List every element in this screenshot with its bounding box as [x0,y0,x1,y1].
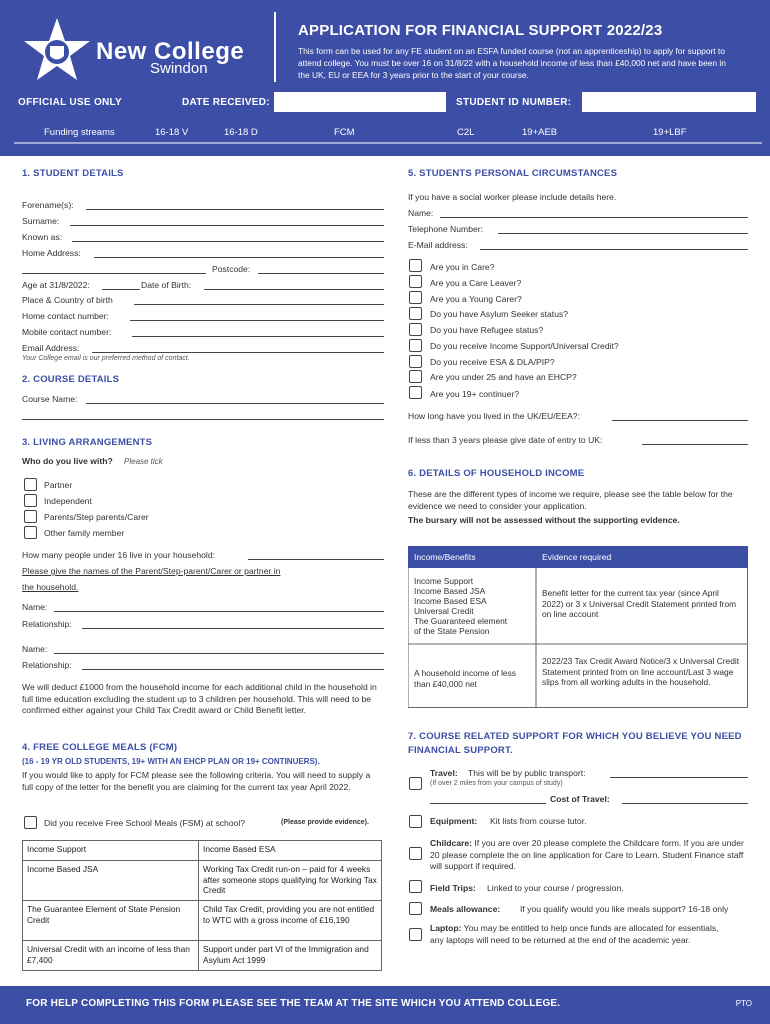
table-row [23,861,382,901]
college-logo-star-icon [22,16,92,86]
income-type: A household income of less than £40,000 net [414,668,516,689]
other-family-checkbox[interactable] [24,526,37,539]
email-note: Your College email is our preferred method of contact. [22,355,190,362]
other-family-label: Other family member [44,528,125,538]
evidence-text: 2022/23 Tax Credit Award Notice/3 x Universal Credit Statement printed from on line account/Last 3 wage slips from all working adults in the household. [542,656,740,687]
income-column-header: Income/Benefits [414,552,476,562]
laptop-checkbox[interactable] [409,928,422,941]
help-text: FOR HELP COMPLETING THIS FORM PLEASE SEE THE TEAM AT THE SITE WHICH YOU ATTEND COLLEGE. [26,998,561,1009]
cost-of-travel-field[interactable] [622,803,748,804]
table-cell: Income Support [23,841,199,861]
funding-fcm: FCM [334,127,355,138]
funding-16-18d: 16-18 D [224,127,258,138]
email-label: Email Address: [22,343,80,353]
funding-c2l: C2L [457,127,475,138]
how-long-field[interactable] [612,420,748,421]
cost-of-travel-prefix-field[interactable] [430,803,546,804]
question-label: Are you under 25 and have an EHCP? [430,372,577,382]
refugee-checkbox[interactable] [409,323,422,336]
postcode-field[interactable] [258,273,384,274]
header-divider [274,12,276,82]
parents-label: Parents/Step parents/Carer [44,512,149,522]
home-address-field[interactable] [94,257,384,258]
funding-19lbf: 19+LBF [653,127,687,138]
name2-label: Name: [22,644,48,654]
dob-field[interactable] [204,289,384,290]
place-country-field[interactable] [134,304,384,305]
evidence-warning: The bursary will not be assessed without the supporting evidence. [408,515,680,525]
name1-field[interactable] [54,611,384,612]
household-intro: These are the different types of income we require, please see the table below for the evidence we need to consider your application. [408,489,733,511]
who-live-with-label: Who do you live with? [22,456,113,466]
sw-name-field[interactable] [440,217,748,218]
table-header [408,546,748,568]
question-label: Do you receive ESA & DLA/PIP? [430,357,555,367]
pto-label: PTO [735,999,752,1008]
esa-dla-checkbox[interactable] [409,355,422,368]
evidence-text: Benefit letter for the current tax year (since April 2022) or 3 x Universal Credit Statement printed from on line account [542,588,737,619]
meals-allowance-label: Meals allowance: [430,904,501,914]
childcare-label: Childcare: [430,838,473,848]
travel-text: This will be by public transport: [468,768,586,778]
fsm-checkbox[interactable] [24,816,37,829]
meals-allowance-checkbox[interactable] [409,902,422,915]
sw-telephone-field[interactable] [498,233,748,234]
footer-banner [0,986,770,1024]
date-received-field[interactable] [274,92,446,112]
income-type: Income Based JSA [414,586,486,596]
travel-field[interactable] [610,777,748,778]
course-support-title: 7. COURSE RELATED SUPPORT FOR WHICH YOU BELIEVE YOU NEED FINANCIAL SUPPORT. [408,731,742,756]
name2-field[interactable] [54,653,384,654]
laptop-text [430,923,730,946]
header-banner [0,0,770,156]
names-instruction-1: Please give the names of the Parent/Step-parent/Carer or partner in [22,566,281,576]
care-leaver-checkbox[interactable] [409,275,422,288]
sw-email-field[interactable] [480,249,748,250]
field-trips-checkbox[interactable] [409,880,422,893]
course-name-field[interactable] [86,403,384,404]
travel-note: (If over 2 miles from your campus of study) [430,780,563,787]
sw-telephone-label: Telephone Number: [408,224,484,234]
partner-label: Partner [44,480,73,490]
relationship1-field[interactable] [82,628,384,629]
question-label: Are you in Care? [430,262,495,272]
funding-16-18v: 16-18 V [155,127,189,138]
income-type: Income Support [414,576,474,586]
equipment-text: Kit lists from course tutor. [490,816,587,826]
relationship1-label: Relationship: [22,619,72,629]
living-arrangements-title: 3. LIVING ARRANGEMENTS [22,437,153,448]
mobile-contact-label: Mobile contact number: [22,327,112,337]
table-row [23,841,382,861]
official-use-label: OFFICIAL USE ONLY [18,97,123,108]
fsm-note: (Please provide evidence). [281,819,369,826]
income-type: Income Based ESA [414,596,487,606]
fcm-subtitle: (16 - 19 YR OLD STUDENTS, 19+ WITH AN EHCP PLAN OR 19+ CONTINUERS). [22,757,320,766]
childcare-checkbox[interactable] [409,847,422,860]
table-cell: Income Based ESA [199,841,382,861]
income-type: Universal Credit [414,606,474,616]
sw-email-label: E-Mail address: [408,240,468,250]
age-field[interactable] [102,289,140,290]
home-address-label: Home Address: [22,248,81,258]
table-cell: Support under part VI of the Immigration and Asylum Act 1999 [199,941,382,971]
cost-of-travel-label: Cost of Travel: [550,794,610,804]
parents-checkbox[interactable] [24,510,37,523]
income-type: of the State Pension [414,626,490,636]
mobile-contact-field[interactable] [132,336,384,337]
known-as-label: Known as: [22,232,63,242]
in-care-checkbox[interactable] [409,259,422,272]
laptop-description: You may be entitled to help once funds are allocated for essentials, any laptops will need to be returned at the end of the academic year. [430,923,719,945]
table-cell: Universal Credit with an income of less than £7,400 [23,941,199,971]
under16-label: How many people under 16 live in your household: [22,550,216,560]
form-title: APPLICATION FOR FINANCIAL SUPPORT 2022/23 [298,22,663,39]
place-country-label: Place & Country of birth [22,295,113,305]
relationship2-field[interactable] [82,669,384,670]
question-label: Do you receive Income Support/Universal Credit? [430,341,619,351]
how-long-label: How long have you lived in the UK/EU/EEA?: [408,411,580,421]
field-trips-label: Field Trips: [430,883,476,893]
relationship2-label: Relationship: [22,660,72,670]
home-address-line2[interactable] [22,273,206,274]
laptop-label: Laptop: [430,923,462,933]
question-label: Do you have Refugee status? [430,325,544,335]
table-row [23,901,382,941]
income-support-checkbox[interactable] [409,339,422,352]
asylum-seeker-checkbox[interactable] [409,307,422,320]
question-label: Do you have Asylum Seeker status? [430,309,569,319]
logo-name: New College [96,38,245,65]
ehcp-checkbox[interactable] [409,370,422,383]
course-name-label: Course Name: [22,394,78,404]
course-details-title: 2. COURSE DETAILS [22,374,120,385]
home-contact-label: Home contact number: [22,311,109,321]
dob-label: Date of Birth: [141,280,192,290]
question-label: Are you 19+ continuer? [430,389,520,399]
forename-field[interactable] [86,209,384,210]
travel-label: Travel: [430,768,458,778]
postcode-label: Postcode: [212,264,251,274]
equipment-label: Equipment: [430,816,478,826]
fcm-intro: If you would like to apply for FCM please see the following criteria. You will need to supply a full copy of the letter for the benefit you are claiming for the current tax year April 2022. [22,770,371,792]
date-of-entry-label: If less than 3 years please give date of entry to UK: [408,435,603,445]
equipment-checkbox[interactable] [409,815,422,828]
fcm-criteria-table [22,840,382,971]
please-tick-note: Please tick [124,457,163,466]
under16-field[interactable] [248,559,384,560]
surname-label: Surname: [22,216,60,226]
childcare-description: If you are over 20 please complete the Childcare form. If you are under 20 please complete the on line application for Care to Learn. Student Finance staff will support if required. [430,838,744,871]
form-intro: This form can be used for any FE student on an ESFA funded course (not an apprenticeship) to apply for support to attend college. You must be over 16 on 31/8/22 with a household income of less than £40,000 net and have been in the UK, EU or EEA for 3 years prior to the start of your course. [298,46,726,80]
date-of-entry-field[interactable] [642,444,748,445]
date-received-label: DATE RECEIVED: [182,97,270,108]
evidence-column-header: Evidence required [542,552,612,562]
social-worker-note: If you have a social worker please include details here. [408,192,617,202]
sw-name-label: Name: [408,208,434,218]
names-instruction-2: the household. [22,582,79,592]
student-id-label: STUDENT ID NUMBER: [456,97,572,108]
funding-stream-label: Funding streams [44,127,115,138]
funding-19aeb: 19+AEB [522,127,558,138]
table-cell: Income Based JSA [23,861,199,901]
circumstances-title: 5. STUDENTS PERSONAL CIRCUMSTANCES [408,168,618,179]
student-details-title: 1. STUDENT DETAILS [22,168,124,179]
childcare-text [430,838,748,873]
field-trips-text: Linked to your course / progression. [487,883,624,893]
email-field[interactable] [92,352,384,353]
continuer-checkbox[interactable] [409,386,422,399]
table-cell: The Guarantee Element of State Pension Credit [23,901,199,941]
surname-field[interactable] [70,225,384,226]
forename-label: Forename(s): [22,200,74,210]
fcm-title: 4. FREE COLLEGE MEALS (FCM) [22,742,178,753]
age-label: Age at 31/8/2022: [22,280,90,290]
funding-streams-row [14,124,762,144]
question-label: Are you a Care Leaver? [430,278,522,288]
student-id-field[interactable] [582,92,756,112]
independent-checkbox[interactable] [24,494,37,507]
income-type: The Guaranteed element [414,616,508,626]
logo-subtitle: Swindon [150,60,208,77]
deduction-note: We will deduct £1000 from the household income for each additional child in the household in full time education excluding the student up to 3 children per household. This will need to be confirmed either against your Child Tax Credit award or Child Benefit letter. [22,682,377,715]
course-name-line2[interactable] [22,419,384,420]
meals-allowance-text: If you qualify would you like meals support? 16-18 only [520,904,729,914]
known-as-field[interactable] [72,241,384,242]
young-carer-checkbox[interactable] [409,291,422,304]
table-cell: Child Tax Credit, providing you are not entitled to WTC with a gross income of £16,190 [199,901,382,941]
table-row [23,941,382,971]
table-cell: Working Tax Credit run-on – paid for 4 weeks after someone stops qualifying for Working Tax Credit [199,861,382,901]
fsm-question: Did you receive Free School Meals (FSM) at school? [44,818,246,828]
name1-label: Name: [22,602,48,612]
independent-label: Independent [44,496,92,506]
home-contact-field[interactable] [130,320,384,321]
partner-checkbox[interactable] [24,478,37,491]
travel-checkbox[interactable] [409,777,422,790]
household-income-title: 6. DETAILS OF HOUSEHOLD INCOME [408,468,585,479]
question-label: Are you a Young Carer? [430,294,522,304]
